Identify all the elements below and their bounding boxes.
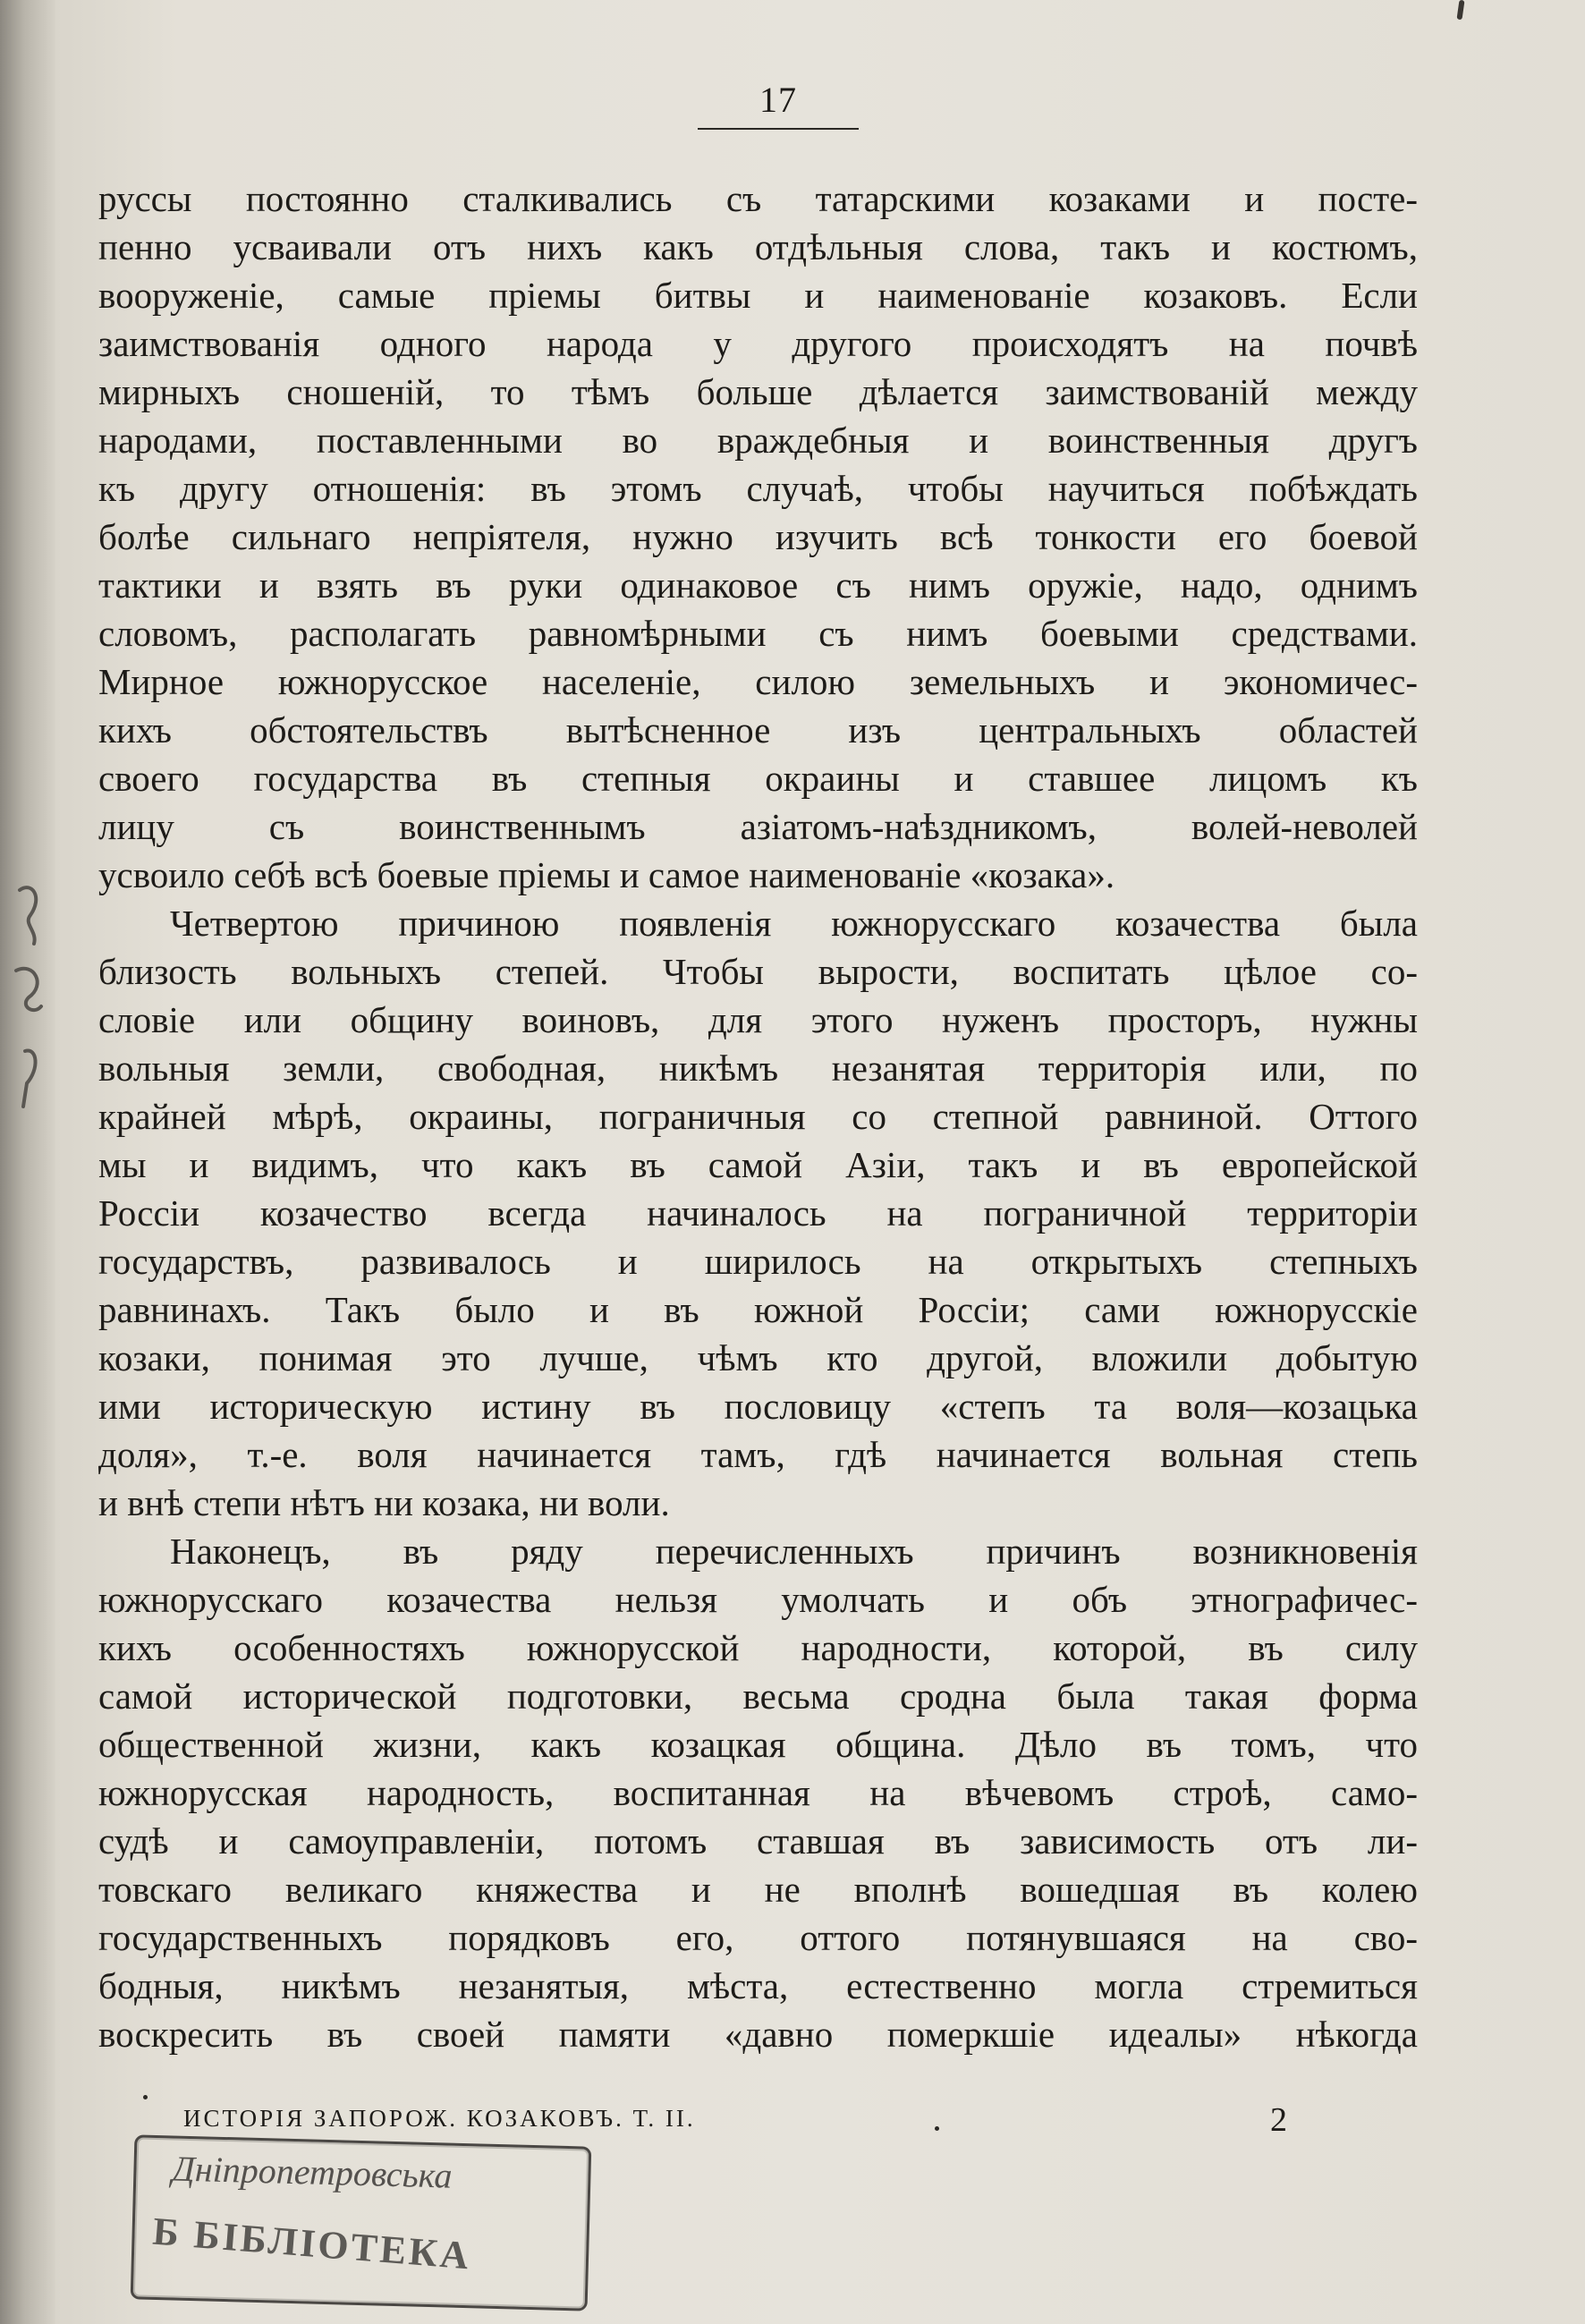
text-line: вооруженіе, самые пріемы битвы и наименованіе козаковъ. Если [98,275,1418,316]
text-line: южнорусскаго козачества нельзя умолчать и объ этнографичес- [98,1579,1418,1620]
text-line: кихъ обстоятельствъ вытѣсненное изъ центральныхъ областей [98,709,1418,751]
text-line: Россіи козачество всегда начиналось на пограничной территоріи [98,1192,1418,1234]
text-line: къ другу отношенія: въ этомъ случаѣ, чтобы научиться побѣждать [98,468,1418,509]
text-line: самой исторической подготовки, весьма сродна была такая форма [98,1675,1418,1717]
pencil-margin-mark [7,872,61,1123]
text-line: доля», т.-е. воля начинается тамъ, гдѣ начинается вольная степь [98,1434,1418,1475]
text-line: козаки, понимая это лучше, чѣмъ кто другой, вложили добытую [98,1337,1418,1378]
body-text [98,174,1418,2058]
text-line: южнорусская народность, воспитанная на вѣчевомъ строѣ, само- [98,1772,1418,1813]
text-line: народами, поставленными во враждебныя и воинственныя другъ [98,420,1418,461]
text-line: мы и видимъ, что какъ въ самой Азіи, такъ и въ европейской [98,1144,1418,1185]
text-line: крайней мѣрѣ, окраины, пограничныя со степной равниной. Оттого [98,1096,1418,1137]
text-line: болѣе сильнаго непріятеля, нужно изучить всѣ тонкости его боевой [98,516,1418,557]
text-line: судѣ и самоуправленіи, потомъ ставшая въ зависимость отъ ли- [98,1820,1418,1862]
text-line: вольныя земли, свободная, никѣмъ незанятая территорія или, по [98,1047,1418,1089]
text-line: тактики и взять въ руки одинаковое съ нимъ оружіе, надо, однимъ [98,564,1418,606]
ink-dot [935,2126,939,2131]
text-line: словіе или общину воиновъ, для этого нуженъ просторъ, нужны [98,999,1418,1040]
page-number: 17 [759,80,797,120]
text-line: государственныхъ порядковъ его, оттого потянувшаяся на сво- [98,1917,1418,1958]
running-footer-title: ИСТОРІЯ ЗАПОРОЖ. КОЗАКОВЪ. Т. II. [183,2105,696,2132]
stamp-text: Дніпропетровська [171,2148,453,2196]
binding-gutter [0,0,55,2324]
text-line: руссы постоянно сталкивались съ татарскими козаками и посте- [98,178,1418,219]
text-line: ими историческую истину въ пословицу «степъ та воля—козацька [98,1386,1418,1427]
text-line: пенно усваивали отъ нихъ какъ отдѣльныя слова, такъ и костюмъ, [98,226,1418,267]
paragraph-start-line: Наконецъ, въ ряду перечисленныхъ причинъ возникновенія [170,1531,1418,1572]
text-line: мирныхъ сношеній, то тѣмъ больше дѣлается заимствованій между [98,371,1418,412]
text-line: усвоило себѣ всѣ боевые пріемы и самое наименованіе «козака». [98,854,1115,895]
page-number-rule [698,128,859,130]
paragraph-start-line: Четвертою причиною появленія южнорусскаго козачества была [170,903,1418,944]
signature-mark: 2 [1270,2101,1287,2139]
text-line: воскресить въ своей памяти «давно померкшіе идеалы» нѣкогда [98,2014,1418,2055]
text-line: бодныя, никѣмъ незанятыя, мѣста, естественно могла стремиться [98,1965,1418,2006]
text-line: кихъ особенностяхъ южнорусской народности, которой, въ силу [98,1627,1418,1668]
text-line: общественной жизни, какъ козацкая община. Дѣло въ томъ, что [98,1724,1418,1765]
text-line: заимствованія одного народа у другого происходятъ на почвѣ [98,323,1418,364]
text-line: словомъ, располагать равномѣрными съ нимъ боевыми средствами. [98,613,1418,654]
ink-dot [143,2095,148,2099]
text-line: Мирное южнорусское населеніе, силою земельныхъ и экономичес- [98,661,1418,702]
text-line: близость вольныхъ степей. Чтобы вырости, воспитать цѣлое со- [98,951,1418,992]
stamp-text: Б БІБЛІОТЕКА [151,2209,473,2278]
text-line: лицу съ воинственнымъ азіатомъ-наѣздникомъ, волей-неволей [98,806,1418,847]
text-line: и внѣ степи нѣтъ ни козака, ни воли. [98,1482,670,1523]
text-line: равнинахъ. Такъ было и въ южной Россіи; сами южнорусскіе [98,1289,1418,1330]
library-stamp [131,2134,592,2311]
text-line: своего государства въ степныя окраины и ставшее лицомъ къ [98,758,1418,799]
text-line: государствъ, развивалось и ширилось на открытыхъ степныхъ [98,1241,1418,1282]
text-line: товскаго великаго княжества и не вполнѣ вошедшая въ колею [98,1869,1418,1910]
